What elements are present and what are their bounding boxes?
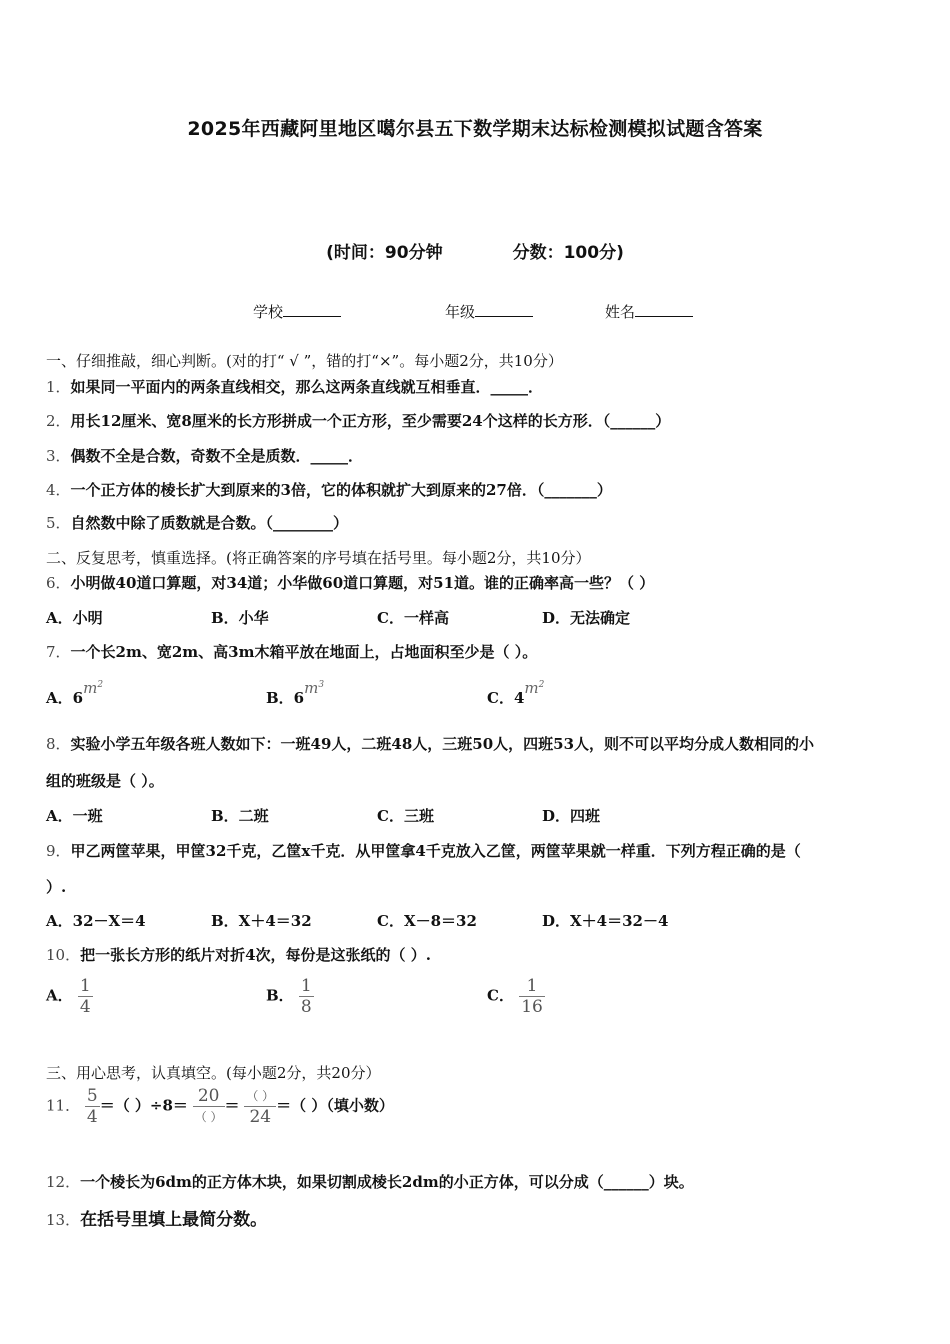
question-8-continued: 组的班级是（ ）。 (46, 772, 164, 790)
section-2-heading: 二、反复思考，慎重选择。(将正确答案的序号填在括号里。每小题2分，共10分） (46, 549, 591, 567)
question-number: 2． (46, 412, 71, 430)
option-label: B．6 (266, 689, 305, 707)
option-b[interactable]: B．小华 (211, 609, 269, 627)
option-label: C．4 (487, 689, 525, 707)
section-3-heading: 三、用心思考，认真填空。(每小题2分，共20分） (46, 1064, 381, 1082)
option-a[interactable]: A．小明 (46, 609, 103, 627)
question-text: 一个正方体的棱长扩大到原来的3倍，它的体积就扩大到原来的27倍．（_______） (70, 481, 612, 499)
equation-part: ＝ (224, 1096, 240, 1115)
fraction-blank-over-24: $\frac{( )}{24}$ (246, 1089, 275, 1127)
option-c[interactable]: C．X－8＝32 (377, 912, 477, 930)
question-4 (46, 479, 612, 500)
fraction-5-over-4: $\frac{5}{4}$ (86, 1086, 98, 1127)
option-c[interactable]: C．一样高 (377, 609, 449, 627)
question-2 (46, 410, 670, 431)
question-number: 7． (46, 643, 71, 661)
school-field (253, 301, 341, 322)
question-text: 如果同一平面内的两条直线相交，那么这两条直线就互相垂直．_____． (70, 378, 544, 396)
name-blank[interactable] (635, 302, 693, 317)
unit-m2: $m^2$ (83, 679, 104, 697)
option-b[interactable] (266, 679, 325, 708)
name-field (605, 301, 693, 322)
exam-time: (时间：90分钟 (326, 243, 443, 263)
equation-part: ＝（ ）÷8＝ (99, 1096, 188, 1115)
fraction: $\frac{1}{8}$ (300, 976, 312, 1017)
page-title: 2025年西藏阿里地区噶尔县五下数学期末达标检测模拟试题含答案 (187, 118, 763, 140)
question-8 (46, 733, 814, 754)
option-label: C． (487, 986, 514, 1005)
option-d[interactable]: D．X＋4＝32－4 (542, 912, 669, 930)
section-1-heading: 一、仔细推敲，细心判断。(对的打“ √ ”，错的打“×”。每小题2分，共10分） (46, 352, 563, 370)
question-text: 自然数中除了质数就是合数。（________） (70, 514, 349, 532)
question-text: 一个长2m、宽2m、高3m木箱平放在地面上，占地面积至少是（ ）。 (70, 643, 538, 661)
option-d[interactable]: D．四班 (542, 807, 601, 825)
question-9-continued: ）. (46, 878, 67, 896)
exam-score: 分数：100分) (512, 243, 624, 263)
option-b[interactable]: B．X＋4＝32 (211, 912, 312, 930)
option-a[interactable]: A．32－X＝4 (46, 912, 146, 930)
question-number: 8． (46, 735, 71, 753)
question-text: 甲乙两筐苹果，甲筐32千克，乙筐x千克．从甲筐拿4千克放入乙筐，两筐苹果就一样重．下列方程正确的是（ (70, 842, 801, 860)
option-a[interactable]: A．一班 (46, 807, 103, 825)
question-number: 10． (46, 946, 81, 964)
question-text: 实验小学五年级各班人数如下：一班49人，二班48人，三班50人，四班53人，则不可以平均分成人数相同的小 (70, 735, 815, 753)
question-number: 3． (46, 447, 71, 465)
option-c[interactable] (487, 976, 545, 1017)
question-text: 在括号里填上最简分数。 (80, 1210, 268, 1230)
equation-part: ＝（ ）（填小数） (276, 1096, 394, 1115)
grade-field (445, 301, 533, 322)
grade-blank[interactable] (475, 302, 533, 317)
question-10 (46, 944, 431, 965)
question-1 (46, 376, 543, 397)
question-3 (46, 445, 363, 466)
question-text: 偶数不全是合数，奇数不全是质数．_____． (70, 447, 364, 465)
question-text: 一个棱长为6dm的正方体木块，如果切割成棱长2dm的小正方体，可以分成（______）块。 (80, 1173, 694, 1191)
option-label: A．6 (46, 689, 84, 707)
option-label: B． (266, 986, 294, 1005)
school-label: 学校 (253, 303, 284, 321)
name-label: 姓名 (605, 303, 636, 321)
question-number: 12． (46, 1173, 81, 1191)
question-number: 11． (46, 1096, 81, 1115)
question-number: 1． (46, 378, 71, 396)
question-11 (46, 1086, 394, 1127)
question-6 (46, 572, 654, 593)
fraction: $\frac{1}{16}$ (521, 976, 543, 1017)
question-text: 把一张长方形的纸片对折4次，每份是这张纸的（ ）. (80, 946, 431, 964)
option-c[interactable] (487, 679, 545, 708)
option-b[interactable] (266, 976, 314, 1017)
option-label: A． (46, 986, 73, 1005)
question-number: 4． (46, 481, 71, 499)
option-a[interactable] (46, 679, 104, 708)
unit-m2: $m^2$ (524, 679, 545, 697)
question-text: 小明做40道口算题，对34道；小华做60道口算题，对51道。谁的正确率高一些？（ ） (70, 574, 655, 592)
question-5 (46, 512, 348, 533)
question-number: 9． (46, 842, 71, 860)
question-13 (46, 1205, 267, 1230)
question-text: 用长12厘米、宽8厘米的长方形拼成一个正方形，至少需要24个这样的长方形．（______） (70, 412, 671, 430)
fraction: $\frac{1}{4}$ (79, 976, 91, 1017)
option-c[interactable]: C．三班 (377, 807, 434, 825)
exam-info (0, 238, 950, 263)
question-number: 6． (46, 574, 71, 592)
option-d[interactable]: D．无法确定 (542, 609, 631, 627)
option-b[interactable]: B．二班 (211, 807, 269, 825)
question-12 (46, 1171, 694, 1192)
question-9 (46, 840, 801, 861)
grade-label: 年级 (445, 303, 476, 321)
fraction-20-over-blank: $\frac{20}{( )}$ (194, 1086, 223, 1124)
question-7 (46, 641, 537, 662)
question-number: 13． (46, 1211, 81, 1229)
unit-m3: $m^3$ (304, 679, 325, 697)
option-a[interactable] (46, 976, 93, 1017)
question-number: 5． (46, 514, 71, 532)
school-blank[interactable] (283, 302, 341, 317)
